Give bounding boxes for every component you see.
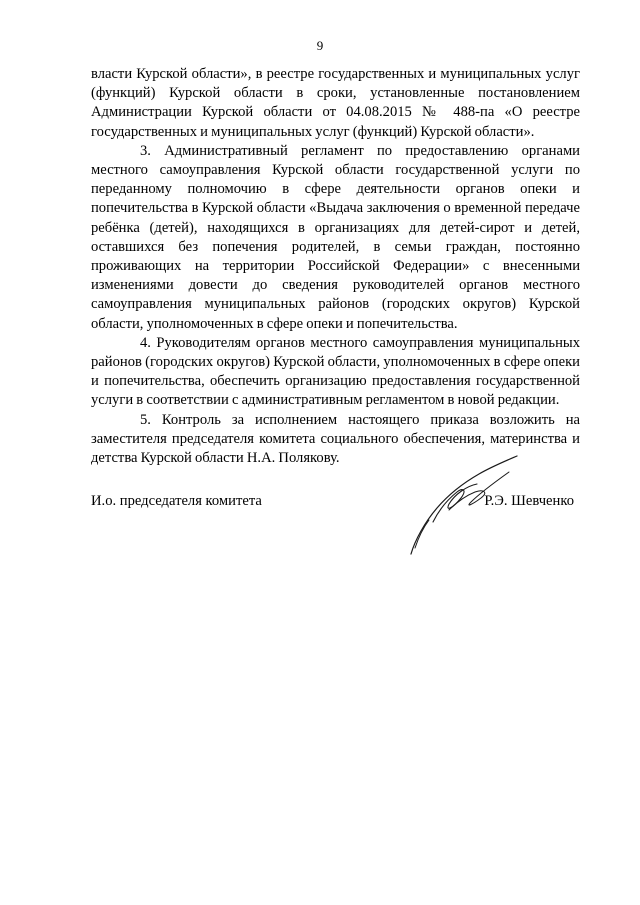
paragraph-item-5: 5. Контроль за исполнением настоящего приказа возложить на заместителя председателя комитета социального обеспечения, материнства и детства Курской области Н.А. Полякову. [91,411,580,467]
signatory-name: Р.Э. Шевченко [484,493,574,509]
paragraph-item-4: 4. Руководителям органов местного самоуправления муниципальных районов (городских округов) Курской области, уполномоченных в сфере опеки и попечительства, обеспечить организацию предоставления государственной услуги в соответствии с административным регламентом в новой редакции. [91,334,580,409]
paragraph-continuation: власти Курской области», в реестре государственных и муниципальных услуг (функций) Курской области в сроки, установленные постановлением Администрации Курской области от 04.08.2015 № 488-па «О реестре государственных и муниципальных услуг (функций) Курской области». [91,66,580,140]
signatory-position: И.о. председателя комитета [91,493,262,509]
document-body [91,65,580,468]
page-number: 9 [316,38,324,53]
paragraph-item-3: 3. Административный регламент по предоставлению органами местного самоуправления Курской области государственной услуги по переданному полномочию в сфере деятельности органов опеки и попечительства в Курской области «Выдача заключения о временной передаче ребёнка (детей), находящихся в организациях для детей-сирот и детей, оставшихся без попечения родителей, в семьи граждан, постоянно проживающих на территории Российской Федерации» с внесенными изменениями довести до сведения руководителей органов местного самоуправления муниципальных районов (городских округов) Курской области, уполномоченных в сфере опеки и попечительства. [91,142,580,332]
